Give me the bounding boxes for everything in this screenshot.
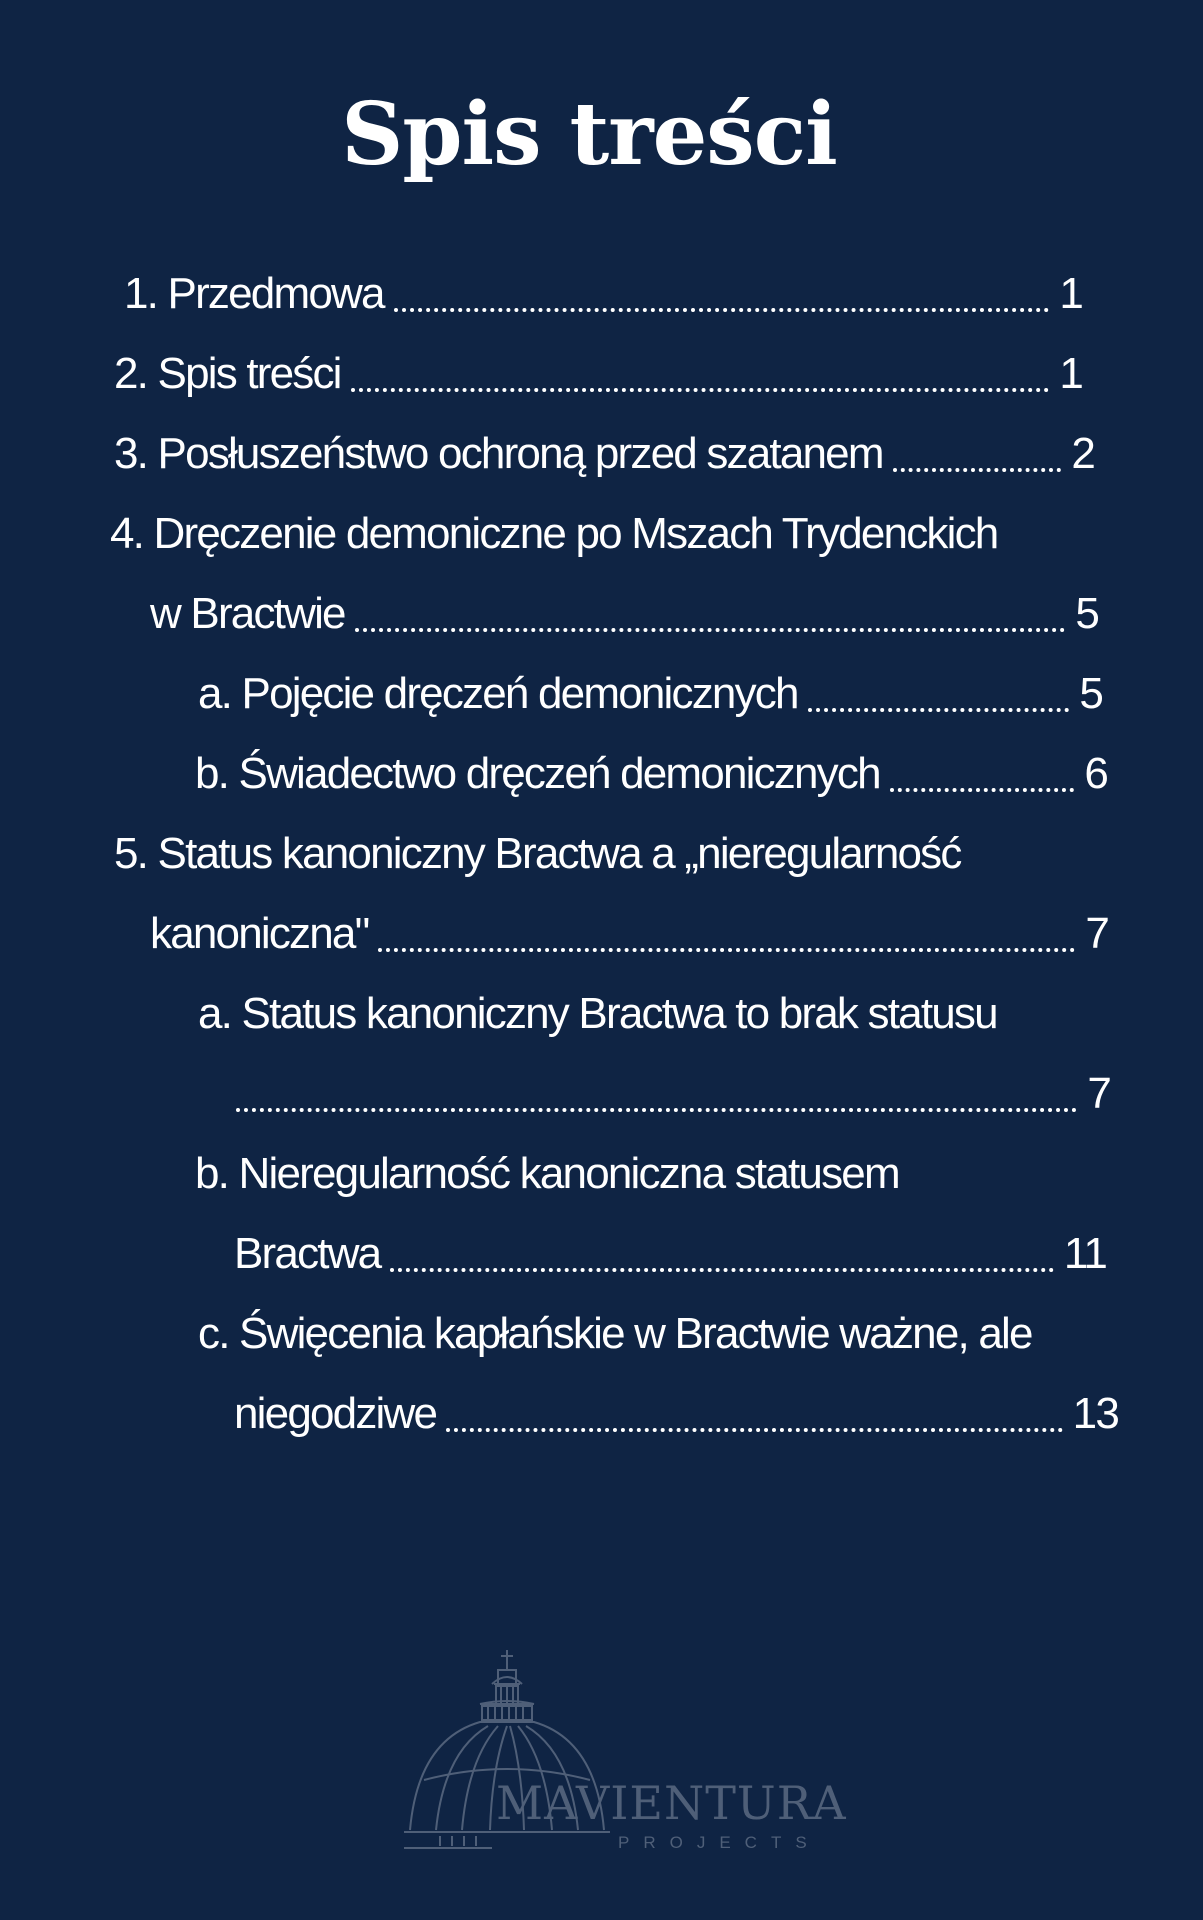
- toc-entry-nieregularnosc-cont: [234, 1222, 1106, 1286]
- toc-entry-text: w Bractwie: [150, 589, 345, 638]
- toc-entry-page: 5: [1079, 669, 1102, 718]
- logo-wordmark: MAVIENTURA: [496, 1776, 847, 1830]
- toc-entry-nieregularnosc: [195, 1142, 1125, 1206]
- toc-entry-page: 7: [1085, 909, 1108, 958]
- toc-entry-dreczenie: [110, 502, 1150, 566]
- logo-subtitle: PROJECTS: [618, 1833, 821, 1852]
- dot-leader: [890, 788, 1075, 792]
- toc-entry-page: 6: [1084, 749, 1107, 798]
- toc-entry-text: 1. Przedmowa: [124, 269, 384, 318]
- dot-leader: [808, 708, 1070, 712]
- toc-entry-swiecenia-cont: [234, 1382, 1118, 1446]
- toc-entry-pojecie: [198, 662, 1102, 726]
- toc-entry-text: b. Nieregularność kanoniczna statusem: [195, 1149, 899, 1198]
- dot-leader: [893, 468, 1062, 472]
- toc-entry-brak-statusu: [198, 982, 1128, 1046]
- toc-entry-dreczenie-cont: [150, 582, 1098, 646]
- toc-entry-text: a. Pojęcie dręczeń demonicznych: [198, 669, 798, 718]
- toc-entry-page: 1: [1059, 349, 1082, 398]
- toc-entry-text: 5. Status kanoniczny Bractwa a „nieregularność: [114, 829, 961, 878]
- toc-entry-text: 2. Spis treści: [114, 349, 341, 398]
- mavientura-logo: [400, 1640, 870, 1860]
- toc-entry-text: c. Święcenia kapłańskie w Bractwie ważne, ale: [198, 1309, 1032, 1358]
- toc-entry-page: 11: [1063, 1229, 1106, 1278]
- toc-entry-spis-tresci: [114, 342, 1082, 406]
- dot-leader: [351, 388, 1050, 392]
- toc-entry-page: 2: [1071, 429, 1094, 478]
- toc-entry-text: kanoniczna": [150, 909, 369, 958]
- toc-entry-text: a. Status kanoniczny Bractwa to brak statusu: [198, 989, 997, 1038]
- dot-leader: [355, 628, 1066, 632]
- dot-leader: [378, 948, 1075, 952]
- dot-leader: [236, 1108, 1077, 1112]
- toc-entry-posluszenstwo: [114, 422, 1094, 486]
- dot-leader: [446, 1428, 1063, 1432]
- toc-entry-status-cont: [150, 902, 1108, 966]
- toc-entry-swiecenia: [198, 1302, 1158, 1366]
- dot-leader: [394, 308, 1050, 312]
- toc-entry-brak-statusu-cont: [226, 1062, 1110, 1126]
- toc-entry-page: 7: [1087, 1069, 1110, 1118]
- toc-entry-page: 1: [1059, 269, 1082, 318]
- toc-entry-status: [114, 822, 1104, 886]
- toc-entry-text: 3. Posłuszeństwo ochroną przed szatanem: [114, 429, 883, 478]
- toc-entry-text: b. Świadectwo dręczeń demonicznych: [195, 749, 880, 798]
- toc-entry-page: 5: [1075, 589, 1098, 638]
- toc-entry-text: 4. Dręczenie demoniczne po Mszach Trydenckich: [110, 509, 998, 558]
- dot-leader: [390, 1268, 1054, 1272]
- page-title: Spis treści: [341, 84, 837, 185]
- toc-entry-swiadectwo: [195, 742, 1107, 806]
- toc-entry-text: niegodziwe: [234, 1389, 437, 1438]
- toc-entry-przedmowa: [124, 262, 1082, 326]
- toc-entry-page: 13: [1072, 1389, 1118, 1438]
- toc-entry-text: Bractwa: [234, 1229, 381, 1278]
